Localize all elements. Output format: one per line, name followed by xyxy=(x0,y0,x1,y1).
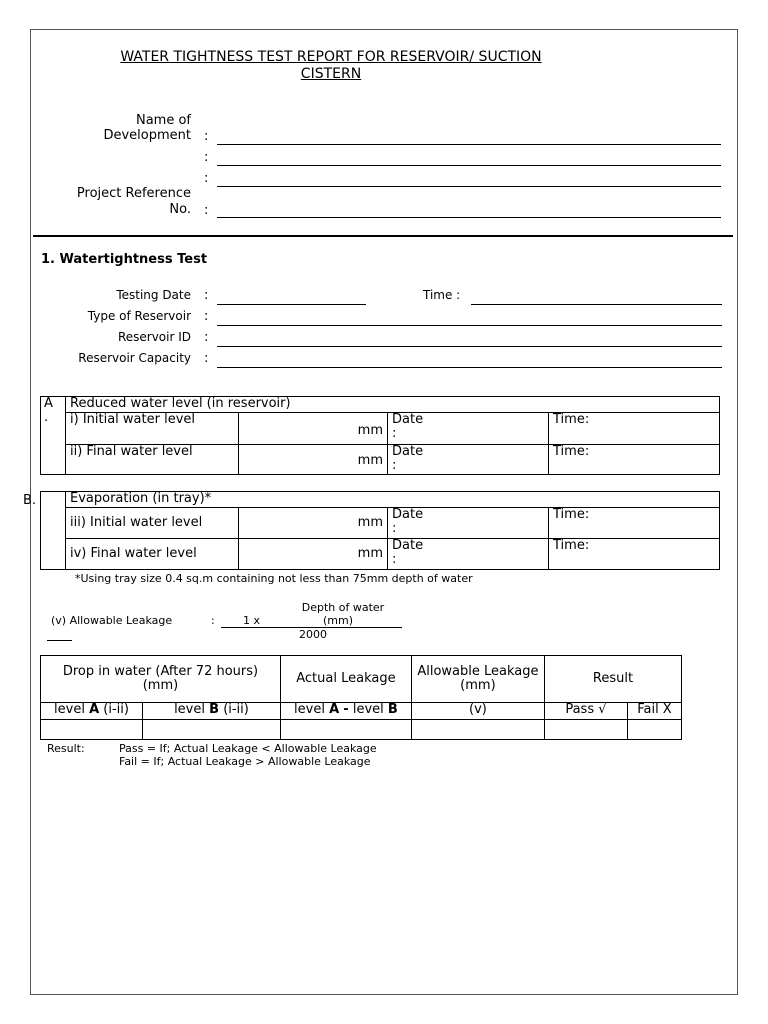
subheader-level-b: level B (i-ii) xyxy=(143,703,281,720)
subheader-pass: Pass √ xyxy=(544,703,627,720)
header-allowable-leakage: Allowable Leakage (mm) xyxy=(411,656,544,703)
row-date-cell[interactable]: Date : xyxy=(388,539,549,570)
section-divider xyxy=(33,235,733,237)
row-label: i) Initial water level xyxy=(66,413,239,445)
row-date-cell[interactable]: Date : xyxy=(388,445,549,475)
colon: : xyxy=(204,129,209,144)
row-time-cell[interactable]: Time: xyxy=(549,539,720,570)
report-title-line1: WATER TIGHTNESS TEST REPORT FOR RESERVOIR/ SUCTION xyxy=(120,49,542,65)
table-row xyxy=(41,445,720,475)
testing-date-label: Testing Date xyxy=(116,288,191,302)
table-a-marker-cell xyxy=(41,397,66,475)
reservoir-id-label: Reservoir ID xyxy=(117,330,191,344)
allowable-leakage-underline xyxy=(47,640,72,641)
project-ref-label-1: Project Reference xyxy=(76,186,191,201)
table-row xyxy=(41,539,720,570)
time-label: Time : xyxy=(423,288,461,302)
colon: : xyxy=(211,614,215,627)
report-title-line2: CISTERN xyxy=(300,66,362,82)
section-heading: 1. Watertightness Test xyxy=(41,252,208,267)
formula-numerator-line1: Depth of water xyxy=(301,601,385,614)
cell-level-a[interactable] xyxy=(41,720,143,740)
formula-denominator: 2000 xyxy=(299,628,327,641)
table-row xyxy=(41,413,720,445)
colon: : xyxy=(204,203,209,218)
result-fail-line: Fail = If; Actual Leakage > Allowable Leakage xyxy=(119,755,371,768)
development-input-line[interactable] xyxy=(217,144,721,145)
report-page xyxy=(23,29,738,995)
colon: : xyxy=(204,309,209,324)
row-date-cell[interactable]: Date : xyxy=(388,413,549,445)
colon: : xyxy=(204,150,209,165)
cell-pass[interactable] xyxy=(544,720,627,740)
subheader-fail: Fail X xyxy=(627,703,681,720)
table-reduced-water-level xyxy=(40,396,720,475)
allowable-leakage-label: (v) Allowable Leakage xyxy=(51,614,173,627)
row-unit[interactable]: mm xyxy=(239,413,388,445)
subheader-v: (v) xyxy=(411,703,544,720)
colon: : xyxy=(204,330,209,345)
header-actual-leakage: Actual Leakage xyxy=(280,656,411,703)
table-b-heading: Evaporation (in tray)* xyxy=(66,492,720,508)
table-row xyxy=(41,720,682,740)
reservoir-capacity-label: Reservoir Capacity xyxy=(78,351,191,365)
result-pass-line: Pass = If; Actual Leakage < Allowable Leakage xyxy=(119,742,377,755)
row-label: ii) Final water level xyxy=(66,445,239,475)
table-row xyxy=(41,508,720,539)
colon: : xyxy=(204,351,209,366)
development-label-2: Development xyxy=(103,128,191,143)
row-date-cell[interactable]: Date : xyxy=(388,508,549,539)
cell-level-b[interactable] xyxy=(143,720,281,740)
result-label: Result: xyxy=(47,742,85,755)
tray-note: *Using tray size 0.4 sq.m containing not less than 75mm depth of water xyxy=(75,572,473,585)
colon: : xyxy=(204,171,209,186)
cell-fail[interactable] xyxy=(627,720,681,740)
development-input-line-2[interactable] xyxy=(217,165,721,166)
project-ref-input-line-2[interactable] xyxy=(217,217,721,218)
project-ref-label-2: No. xyxy=(169,202,191,217)
row-time-cell[interactable]: Time: xyxy=(549,508,720,539)
table-b-marker-cell xyxy=(41,492,66,570)
reservoir-id-input-line[interactable] xyxy=(217,346,722,347)
table-a-marker-dot: . xyxy=(44,410,49,425)
type-of-reservoir-label: Type of Reservoir xyxy=(87,309,191,323)
time-input-line[interactable] xyxy=(471,304,722,305)
table-a-marker: A xyxy=(44,396,53,411)
table-a-heading: Reduced water level (in reservoir) xyxy=(66,397,720,413)
result-table xyxy=(40,655,682,740)
row-label: iii) Initial water level xyxy=(66,508,239,539)
row-unit[interactable]: mm xyxy=(239,539,388,570)
cell-actual-leakage[interactable] xyxy=(280,720,411,740)
table-b-marker: B. xyxy=(23,493,37,508)
type-of-reservoir-input-line[interactable] xyxy=(217,325,722,326)
reservoir-capacity-input-line[interactable] xyxy=(217,367,722,368)
development-label-1: Name of xyxy=(135,113,191,128)
header-result: Result xyxy=(544,656,681,703)
formula-numerator-line2: (mm) xyxy=(322,614,353,627)
row-label: iv) Final water level xyxy=(66,539,239,570)
row-unit[interactable]: mm xyxy=(239,508,388,539)
cell-allowable-leakage[interactable] xyxy=(411,720,544,740)
table-evaporation xyxy=(40,491,720,570)
subheader-a-minus-b: level A - level B xyxy=(280,703,411,720)
subheader-level-a: level A (i-ii) xyxy=(41,703,143,720)
project-ref-input-line-1[interactable] xyxy=(217,186,721,187)
header-drop-in-water: Drop in water (After 72 hours) (mm) xyxy=(41,656,281,703)
row-time-cell[interactable]: Time: xyxy=(549,445,720,475)
formula-numerator-prefix: 1 x xyxy=(243,614,261,627)
testing-date-input-line[interactable] xyxy=(217,304,366,305)
row-unit[interactable]: mm xyxy=(239,445,388,475)
colon: : xyxy=(204,288,209,303)
row-time-cell[interactable]: Time: xyxy=(549,413,720,445)
